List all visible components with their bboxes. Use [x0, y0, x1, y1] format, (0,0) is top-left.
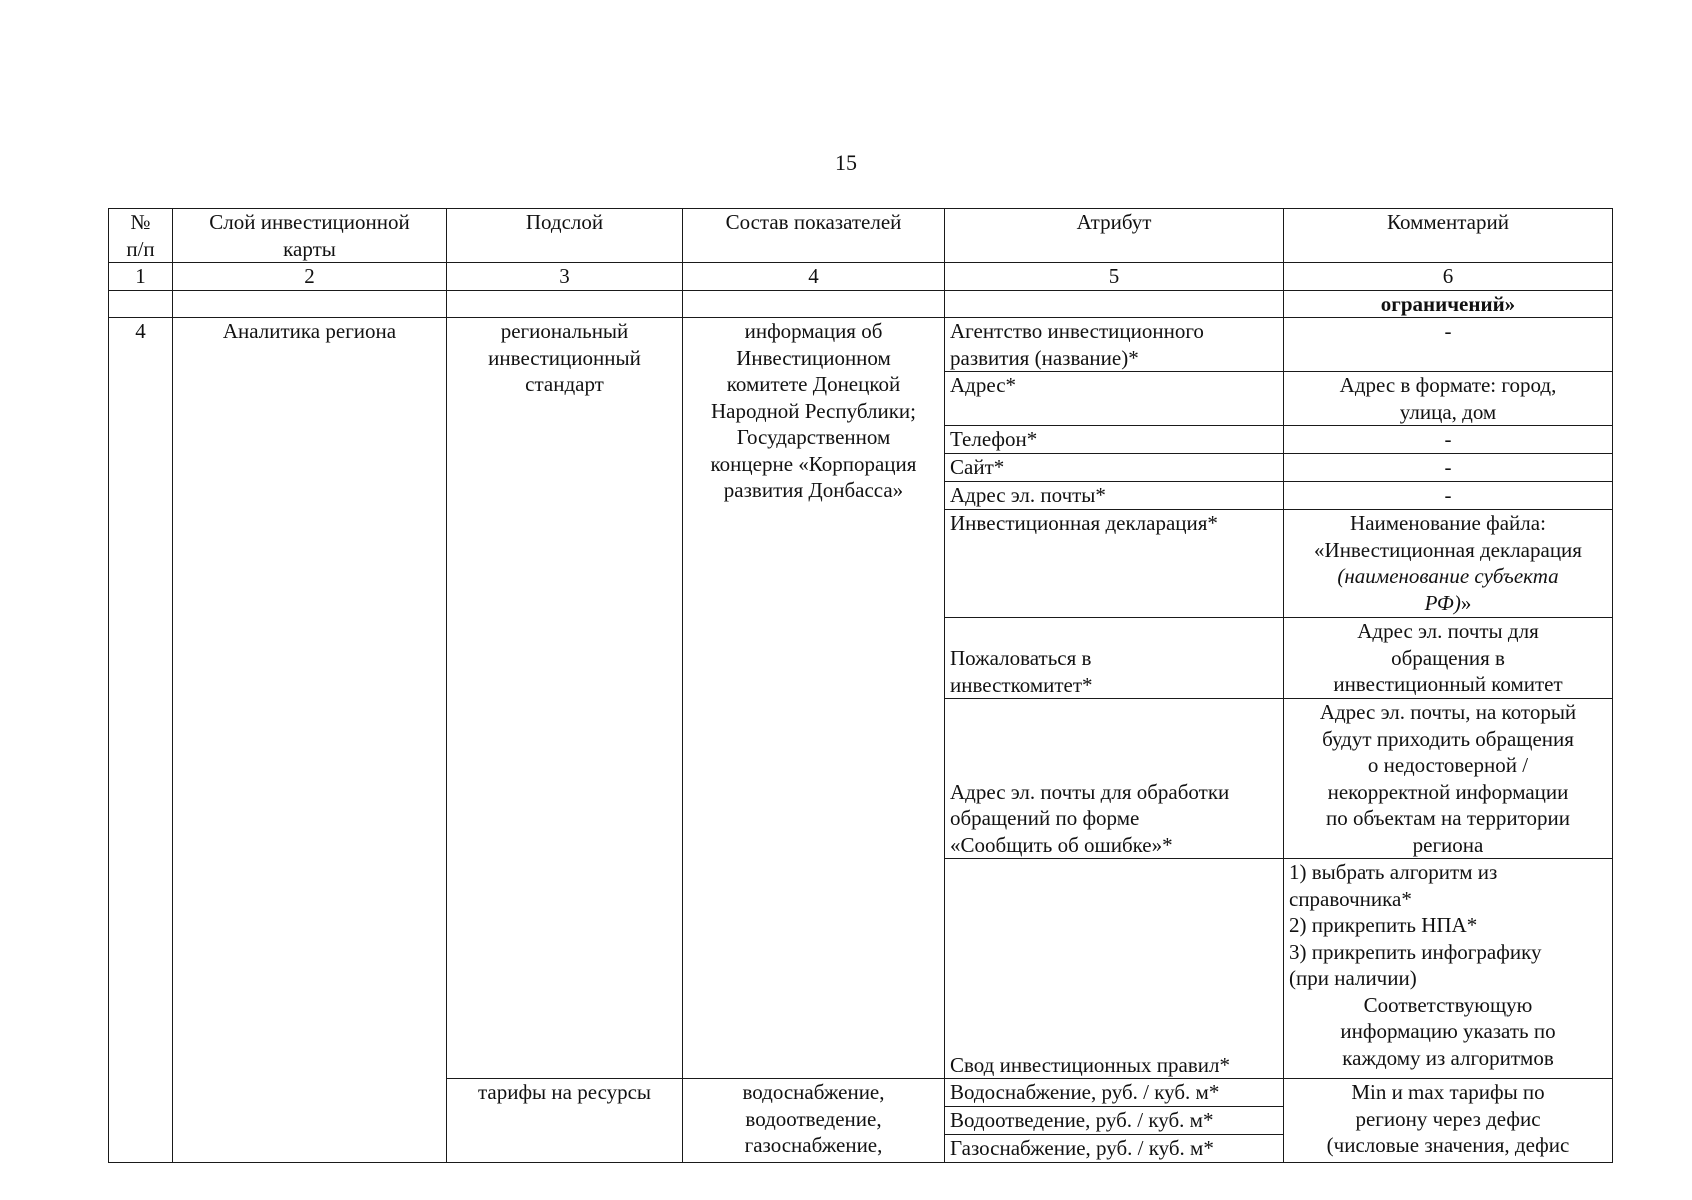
attribute-cell: Свод инвестиционных правил* — [945, 859, 1284, 1079]
attribute-cell: Агентство инвестиционного развития (название)* — [945, 318, 1284, 372]
column-number: 6 — [1284, 263, 1613, 291]
attribute-cell: Пожаловаться в инвесткомитет* — [945, 618, 1284, 699]
sublayer-regional-standard: региональный инвестиционный стандарт — [447, 318, 683, 1079]
comment-cell: Адрес эл. почты для обращения в инвестиционный комитет — [1284, 618, 1613, 699]
attribute-cell: Водоотведение, руб. / куб. м* — [945, 1107, 1284, 1135]
indicators-committee-info: информация об Инвестиционном комитете Донецкой Народной Республики; Государственном концерне «Корпорация развития Донбасса» — [683, 318, 945, 1079]
column-number: 2 — [173, 263, 447, 291]
comment-cell: - — [1284, 318, 1613, 372]
investment-map-table — [108, 208, 1613, 1163]
column-numbering-row — [109, 263, 1613, 291]
comment-cell-tariffs: Min и max тарифы по региону через дефис (числовые значения, дефис — [1284, 1079, 1613, 1163]
comment-cell: 1) выбрать алгоритм из справочника* 2) прикрепить НПА* 3) прикрепить инфографику (при наличии) Соответствующую информацию указать по каждому из алгоритмов — [1284, 859, 1613, 1079]
header-cell-number: № п/п — [109, 209, 173, 263]
comment-cell: Адрес эл. почты, на который будут приходить обращения о недостоверной / некорректной информации по объектам на территории региона — [1284, 699, 1613, 859]
attribute-cell: Адрес эл. почты для обработки обращений по форме «Сообщить об ошибке»* — [945, 699, 1284, 859]
attribute-cell: Водоснабжение, руб. / куб. м* — [945, 1079, 1284, 1107]
comment-cell: Наименование файла: «Инвестиционная декларация (наименование субъекта РФ)» — [1284, 510, 1613, 618]
header-cell-comment: Комментарий — [1284, 209, 1613, 263]
page-number: 15 — [835, 150, 857, 175]
attribute-cell: Адрес эл. почты* — [945, 482, 1284, 510]
column-number: 3 — [447, 263, 683, 291]
table-header-row — [109, 209, 1613, 263]
attribute-cell: Сайт* — [945, 454, 1284, 482]
header-cell-attribute: Атрибут — [945, 209, 1284, 263]
indicators-tariffs: водоснабжение, водоотведение, газоснабжение, — [683, 1079, 945, 1163]
column-number: 5 — [945, 263, 1284, 291]
section-number: 4 — [109, 318, 173, 1163]
header-cell-sublayer: Подслой — [447, 209, 683, 263]
column-number: 4 — [683, 263, 945, 291]
comment-cell: - — [1284, 426, 1613, 454]
comment-cell: Адрес в формате: город, улица, дом — [1284, 372, 1613, 426]
attribute-cell: Инвестиционная декларация* — [945, 510, 1284, 618]
comment-cell: - — [1284, 482, 1613, 510]
comment-cell: - — [1284, 454, 1613, 482]
attribute-cell: Телефон* — [945, 426, 1284, 454]
section-layer: Аналитика региона — [173, 318, 447, 1163]
header-cell-indicators: Состав показателей — [683, 209, 945, 263]
continuation-text: ограничений» — [1284, 290, 1613, 318]
attribute-cell: Газоснабжение, руб. / куб. м* — [945, 1135, 1284, 1163]
attribute-cell: Адрес* — [945, 372, 1284, 426]
continuation-row — [109, 290, 1613, 318]
header-cell-layer: Слой инвестиционной карты — [173, 209, 447, 263]
table-row — [109, 318, 1613, 372]
sublayer-tariffs: тарифы на ресурсы — [447, 1079, 683, 1163]
column-number: 1 — [109, 263, 173, 291]
